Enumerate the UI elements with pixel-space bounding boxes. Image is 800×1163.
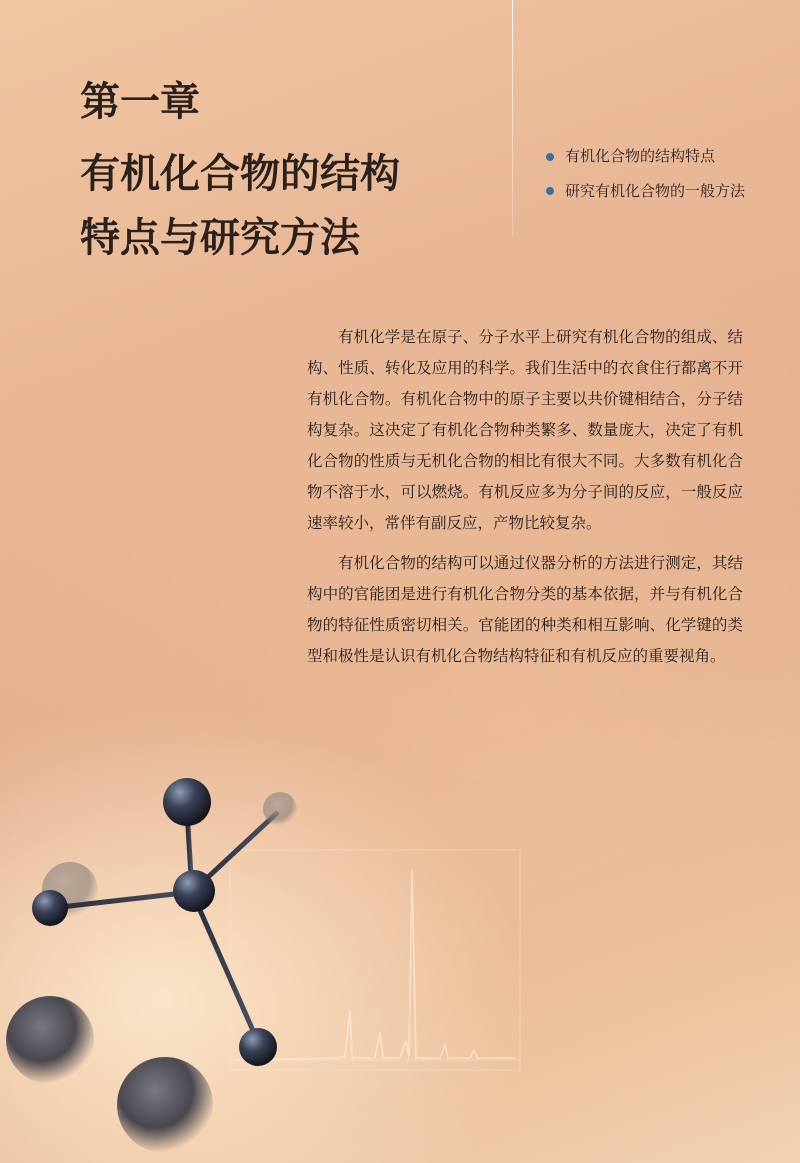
- chapter-title-line1: 有机化合物的结构: [80, 150, 400, 197]
- chapter-introduction: [307, 322, 743, 681]
- objective-text: 研究有机化合物的一般方法: [565, 182, 746, 200]
- intro-paragraph: 有机化合物的结构可以通过仪器分析的方法进行测定，其结构中的官能团是进行有机化合物分类的基本依据，并与有机化合物的特征性质密切相关。官能团的种类和相互影响、化学键的类型和极性是认识有机化合物结构特征和有机反应的重要视角。: [307, 554, 743, 665]
- molecule-atom: [32, 890, 68, 926]
- molecule-atom: [263, 792, 297, 826]
- molecule-atom: [6, 996, 94, 1084]
- chapter-title: [80, 78, 400, 261]
- molecule-atom: [163, 778, 211, 826]
- objective-item: [546, 175, 755, 208]
- molecule-bond: [192, 892, 258, 1042]
- decorative-vertical-line: [512, 0, 513, 235]
- molecule-atom: [239, 1028, 277, 1066]
- intro-paragraph: 有机化学是在原子、分子水平上研究有机化合物的组成、结构、性质、转化及应用的科学。我们生活中的衣食住行都离不开有机化合物。有机化合物中的原子主要以共价键相结合，分子结构复杂。这决定了有机化合物种类繁多、数量庞大，决定了有机化合物的性质与无机化合物的相比有很大不同。大多数有机化合物不溶于水，可以燃烧。有机反应多为分子间的反应，一般反应速率较小，常伴有副反应，产物比较复杂。: [307, 328, 743, 532]
- objective-item: [546, 149, 755, 164]
- bullet-dot-icon: [546, 187, 554, 195]
- bullet-dot-icon: [546, 153, 554, 161]
- molecule-atom: [173, 870, 215, 912]
- chapter-title-line2: 特点与研究方法: [80, 214, 360, 261]
- molecule-atom: [117, 1057, 213, 1153]
- molecule-illustration: [0, 770, 560, 1163]
- objective-text: 有机化合物的结构特点: [565, 147, 716, 165]
- chapter-objectives: [546, 149, 755, 227]
- chapter-number: 第一章: [80, 78, 200, 125]
